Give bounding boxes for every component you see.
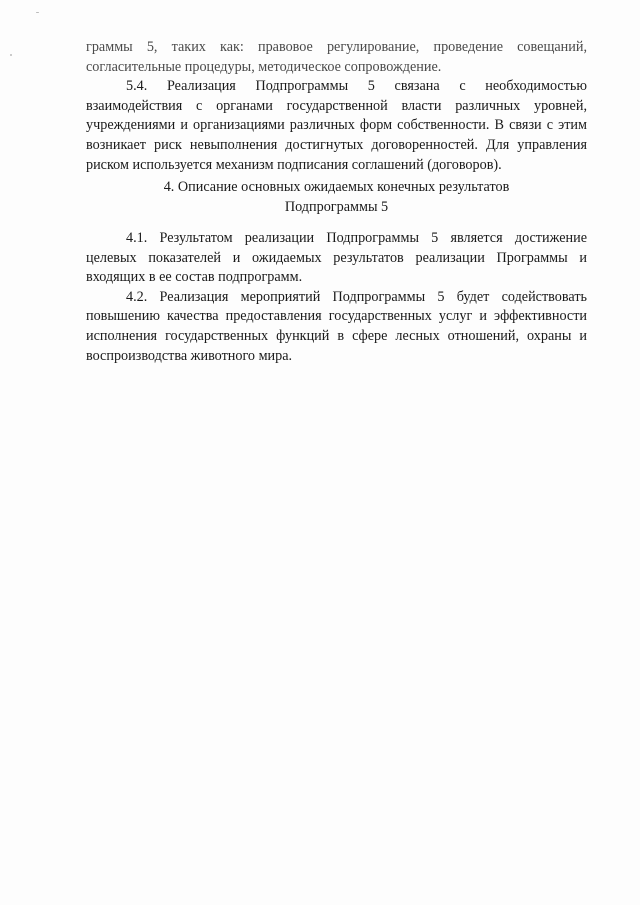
paragraph-5-4: 5.4. Реализация Подпрограммы 5 связана с необходимостью взаимодействия с органами государственной власти различных уровней, учреждениями и организациями различных форм собственности. В связи с этим возникает риск невыполнения достигнутых договоренностей. Для управления риском используется механизм подписания соглашений (договоров).: [86, 78, 587, 173]
section-heading-line-2: Подпрограммы 5: [284, 198, 389, 215]
scan-speck: [10, 54, 12, 56]
section-heading-line-1: 4. Описание основных ожидаемых конечных результатов: [163, 179, 510, 195]
scan-speck: [36, 12, 39, 13]
paragraph-4-2: 4.2. Реализация мероприятий Подпрограммы 5 будет содействовать повышению качества предоставления государственных услуг и эффективности исполнения государственных функций в сфере лесных отношений, охраны и воспроизводства животного мира.: [86, 288, 587, 364]
paragraph-continuation: граммы 5, таких как: правовое регулирование, проведение совещаний, согласительные процедуры, методическое сопровождение.: [86, 39, 587, 75]
bottom-text-block: [86, 229, 587, 366]
top-text-block: [86, 38, 587, 175]
section-heading: [86, 178, 587, 217]
paragraph-4-1: 4.1. Результатом реализации Подпрограммы 5 является достижение целевых показателей и ожидаемых результатов реализации Программы и входящих в ее состав подпрограмм.: [86, 230, 587, 286]
